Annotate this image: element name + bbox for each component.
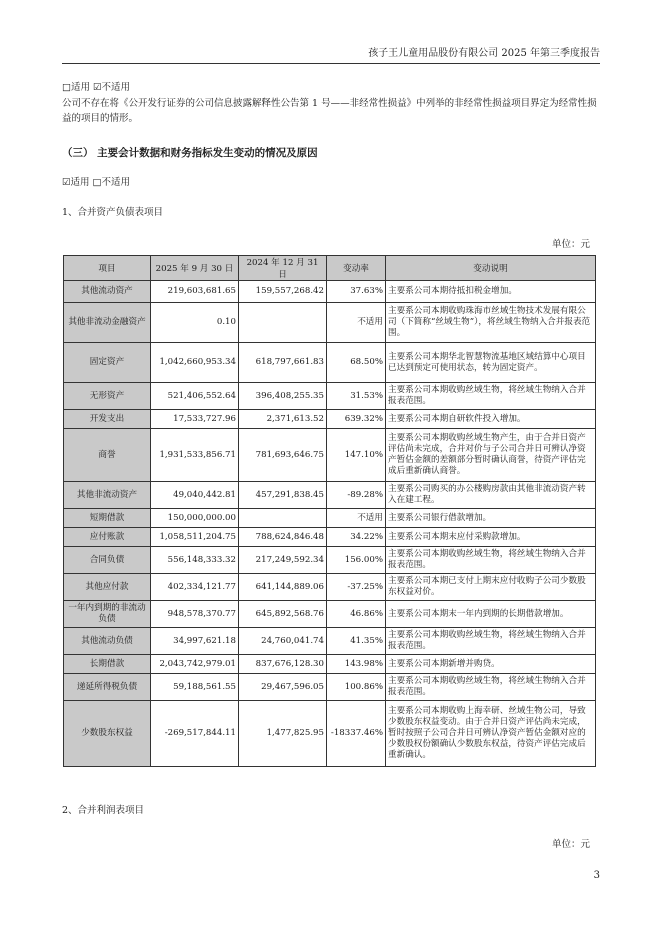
cell-v2024: 457,291,838.45 — [239, 482, 327, 509]
cell-rate: 不适用 — [327, 303, 386, 343]
cell-v2025: 948,578,370.77 — [151, 601, 239, 628]
cell-rate: 156.00% — [327, 547, 386, 574]
cell-v2024: 159,557,268.42 — [239, 281, 327, 303]
cell-item: 合同负债 — [64, 547, 151, 574]
cell-reason: 主要系公司本期收购丝域生物，将丝域生物纳入合并报表范围。 — [386, 383, 596, 410]
cell-rate: 37.63% — [327, 281, 386, 303]
cell-v2025: 59,188,561.55 — [151, 674, 239, 701]
cell-item: 短期借款 — [64, 509, 151, 528]
cell-rate: 143.98% — [327, 655, 386, 674]
cell-v2025: 150,000,000.00 — [151, 509, 239, 528]
cell-item: 一年内到期的非流动负债 — [64, 601, 151, 628]
cell-v2024: 217,249,592.34 — [239, 547, 327, 574]
cell-rate: 41.35% — [327, 628, 386, 655]
cell-item: 应付账款 — [64, 528, 151, 547]
cell-v2024: 781,693,646.75 — [239, 429, 327, 482]
cell-v2025: 2,043,742,979.01 — [151, 655, 239, 674]
col-header-2025: 2025 年 9 月 30 日 — [151, 256, 239, 281]
col-header-rate: 变动率 — [327, 256, 386, 281]
cell-reason: 主要系公司本期末应付采购款增加。 — [386, 528, 596, 547]
cell-reason: 主要系公司本期新增并购贷。 — [386, 655, 596, 674]
nonrecurring-note: 公司不存在将《公开发行证券的公司信息披露解释性公告第 1 号——非经常性损益》中列举的非经常性损益项目界定为经常性损益的项目的情形。 — [62, 98, 597, 124]
cell-v2025: -269,517,844.11 — [151, 701, 239, 767]
cell-reason: 主要系公司银行借款增加。 — [386, 509, 596, 528]
cell-reason: 主要系公司本期已支付上期末应付收购子公司少数股东权益对价。 — [386, 574, 596, 601]
cell-v2024: 618,797,661.83 — [239, 343, 327, 383]
cell-rate: -37.25% — [327, 574, 386, 601]
cell-v2024: 2,371,613.52 — [239, 410, 327, 429]
cell-item: 其他非流动资产 — [64, 482, 151, 509]
cell-reason: 主要系公司购买的办公楼购房款由其他非流动资产转入在建工程。 — [386, 482, 596, 509]
table-row — [64, 410, 596, 429]
subsection-income-statement: 2、合并利润表项目 — [62, 805, 145, 816]
cell-item: 固定资产 — [64, 343, 151, 383]
cell-reason: 主要系公司本期收购上海幸研、丝域生物公司，导致少数股东权益变动。由于合并日资产评估尚未完成，暂时按照子公司合并日可辨认净资产暂估金额对应的少数股权份额确认少数股东权益，待资产评估完成后重新确认。 — [386, 701, 596, 767]
cell-item: 无形资产 — [64, 383, 151, 410]
cell-v2024: 396,408,255.35 — [239, 383, 327, 410]
table-row — [64, 429, 596, 482]
cell-item: 递延所得税负债 — [64, 674, 151, 701]
cell-v2025: 1,058,511,204.75 — [151, 528, 239, 547]
cell-v2025: 1,042,660,953.34 — [151, 343, 239, 383]
cell-item: 其他应付款 — [64, 574, 151, 601]
col-header-2024: 2024 年 12 月 31 日 — [239, 256, 327, 281]
cell-rate: 100.86% — [327, 674, 386, 701]
cell-reason: 主要系公司本期华北智慧物流基地区域结算中心项目已达到预定可使用状态，转为固定资产。 — [386, 343, 596, 383]
cell-rate: -18337.46% — [327, 701, 386, 767]
unit-label: 单位：元 — [551, 239, 590, 250]
table-header-row — [64, 256, 596, 281]
cell-rate: 34.22% — [327, 528, 386, 547]
cell-reason: 主要系公司本期待抵扣税金增加。 — [386, 281, 596, 303]
table-row — [64, 343, 596, 383]
page-header: 孩子王儿童用品股份有限公司 2025 年第三季度报告 — [62, 44, 600, 64]
cell-v2024 — [239, 303, 327, 343]
col-header-item: 项目 — [64, 256, 151, 281]
table-row — [64, 281, 596, 303]
cell-v2024: 645,892,568.76 — [239, 601, 327, 628]
cell-item: 其他流动负债 — [64, 628, 151, 655]
cell-reason: 主要系公司本期收购珠海市丝域生物技术发展有限公司（下简称“丝域生物”），将丝域生物纳入合并报表范围。 — [386, 303, 596, 343]
table-row — [64, 482, 596, 509]
cell-v2025: 49,040,442.81 — [151, 482, 239, 509]
cell-reason: 主要系公司本期收购丝域生物，将丝域生物纳入合并报表范围。 — [386, 547, 596, 574]
cell-reason: 主要系公司本期收购丝域生物产生，由于合并日资产评估尚未完成，合并对价与子公司合并日可辨认净资产暂估金额的差额部分暂时确认商誉，待资产评估完成后重新确认商誉。 — [386, 429, 596, 482]
table-row — [64, 628, 596, 655]
applicability-changes: ☑适用 □不适用 — [62, 177, 131, 188]
cell-rate: 147.10% — [327, 429, 386, 482]
col-header-reason: 变动说明 — [386, 256, 596, 281]
table-row — [64, 528, 596, 547]
cell-rate: 68.50% — [327, 343, 386, 383]
page-number: 3 — [593, 870, 600, 881]
cell-reason: 主要系公司本期收购丝域生物，将丝域生物纳入合并报表范围。 — [386, 674, 596, 701]
cell-item: 长期借款 — [64, 655, 151, 674]
table-row — [64, 547, 596, 574]
unit-label-2: 单位：元 — [551, 839, 590, 850]
cell-v2024: 1,477,825.95 — [239, 701, 327, 767]
applicability-nonrecurring: □适用 ☑不适用 — [62, 82, 131, 93]
cell-item: 少数股东权益 — [64, 701, 151, 767]
cell-v2025: 0.10 — [151, 303, 239, 343]
cell-v2024: 837,676,128.30 — [239, 655, 327, 674]
table-row — [64, 383, 596, 410]
cell-v2024: 788,624,846.48 — [239, 528, 327, 547]
table-row — [64, 601, 596, 628]
cell-v2025: 17,533,727.96 — [151, 410, 239, 429]
balance-sheet-table — [63, 255, 596, 767]
cell-rate: 639.32% — [327, 410, 386, 429]
table-row — [64, 509, 596, 528]
cell-reason: 主要系公司本期自研软件投入增加。 — [386, 410, 596, 429]
cell-reason: 主要系公司本期收购丝域生物，将丝域生物纳入合并报表范围。 — [386, 628, 596, 655]
cell-v2025: 556,148,333.32 — [151, 547, 239, 574]
cell-v2025: 34,997,621.18 — [151, 628, 239, 655]
cell-v2024: 29,467,596.05 — [239, 674, 327, 701]
cell-v2025: 521,406,552.64 — [151, 383, 239, 410]
table-row — [64, 674, 596, 701]
cell-v2025: 1,931,533,856.71 — [151, 429, 239, 482]
table-row — [64, 655, 596, 674]
cell-item: 开发支出 — [64, 410, 151, 429]
cell-item: 商誉 — [64, 429, 151, 482]
cell-reason: 主要系公司本期末一年内到期的长期借款增加。 — [386, 601, 596, 628]
table-row — [64, 701, 596, 767]
cell-item: 其他流动资产 — [64, 281, 151, 303]
table-row — [64, 574, 596, 601]
cell-rate: 不适用 — [327, 509, 386, 528]
cell-v2025: 402,334,121.77 — [151, 574, 239, 601]
cell-rate: 46.86% — [327, 601, 386, 628]
table-row — [64, 303, 596, 343]
section-title: （三） 主要会计数据和财务指标发生变动的情况及原因 — [62, 147, 318, 159]
cell-rate: -89.28% — [327, 482, 386, 509]
cell-v2025: 219,603,681.65 — [151, 281, 239, 303]
cell-rate: 31.53% — [327, 383, 386, 410]
cell-item: 其他非流动金融资产 — [64, 303, 151, 343]
cell-v2024: 641,144,889.06 — [239, 574, 327, 601]
cell-v2024 — [239, 509, 327, 528]
cell-v2024: 24,760,041.74 — [239, 628, 327, 655]
subsection-balance-sheet: 1、合并资产负债表项目 — [62, 207, 164, 218]
